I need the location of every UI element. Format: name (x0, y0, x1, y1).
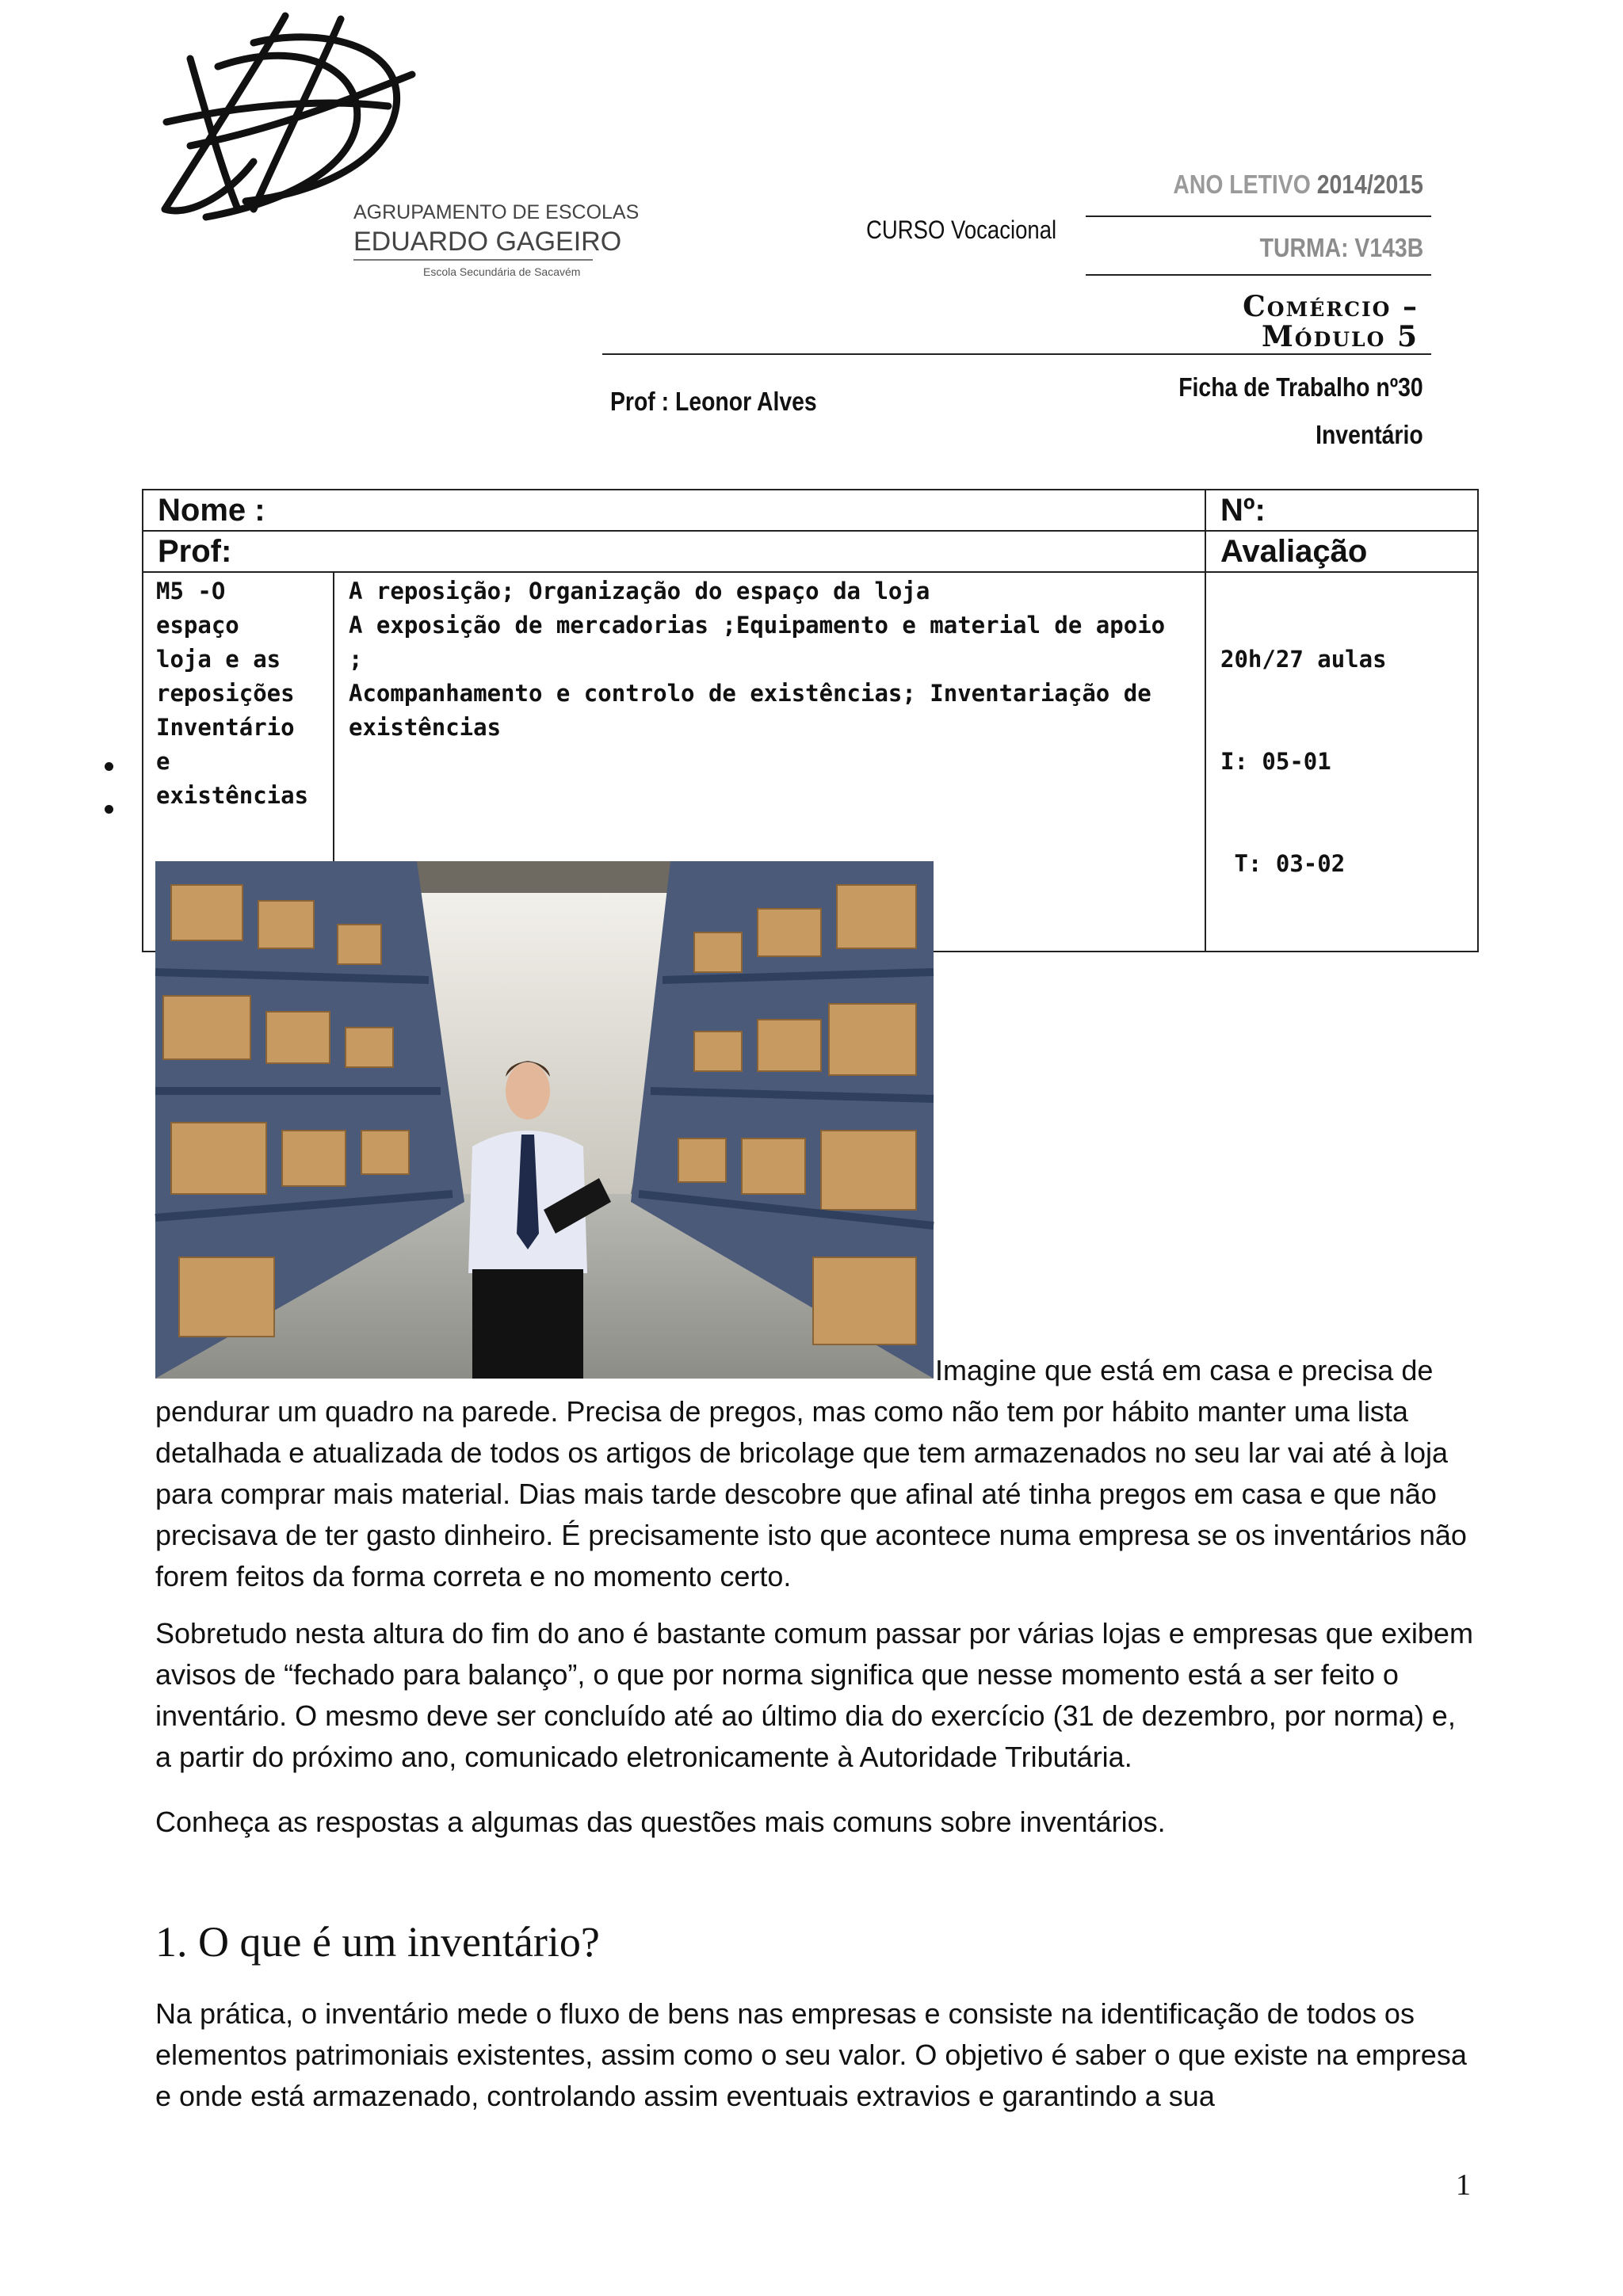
module-line: loja e as (156, 646, 281, 673)
class-label: TURMA: V143B (1259, 233, 1423, 262)
school-year (1174, 170, 1423, 200)
course-label: CURSO Vocacional (866, 215, 1057, 244)
header-rule (1086, 215, 1431, 217)
logo-text-line1: AGRUPAMENTO DE ESCOLAS (353, 201, 640, 223)
module-line: existências (156, 782, 309, 809)
logo-text-line3: Escola Secundária de Sacavém (423, 265, 581, 278)
school-year-label: ANO LETIVO (1173, 170, 1311, 199)
module-title-line2: Módulo 5 (1261, 320, 1419, 353)
worksheet-topic: Inventário (1316, 420, 1423, 449)
module-title (1243, 292, 1419, 352)
hours-line: T: 03-02 (1220, 850, 1346, 877)
paragraph-questions: Conheça as respostas a algumas das questões mais comuns sobre inventários. (155, 1806, 1166, 1838)
paragraph-definition: Na prática, o inventário mede o fluxo de bens nas empresas e consiste na identificação de todos os elementos patrimoniais existentes, assim como o seu valor. O objetivo é saber o que existe na empresa e onde está armazenado, controlando assim eventuais extravios e garantindo a sua (155, 1997, 1467, 2112)
content-line: existências (349, 714, 502, 741)
hours-line: 20h/27 aulas (1220, 646, 1387, 673)
module-title-line1: Comércio – (1243, 290, 1419, 323)
content-line: Acompanhamento e controlo de existências; Inventariação de (349, 680, 1151, 707)
module-line: M5 -O espaço (156, 578, 239, 639)
bullet-point (105, 762, 113, 771)
school-logo (158, 11, 640, 280)
header-rule (602, 353, 1431, 355)
number-field[interactable]: Nº: (1205, 490, 1478, 531)
module-line: reposições (156, 680, 295, 707)
page-number: 1 (1456, 2168, 1471, 2202)
worksheet-title: Ficha de Trabalho nº30 (1178, 372, 1423, 402)
section-heading: 1. O que é um inventário? (155, 1918, 600, 1966)
school-year-value: 2014/2015 (1316, 170, 1423, 199)
evaluation-field[interactable]: Avaliação (1205, 531, 1478, 572)
teacher-name: Prof : Leonor Alves (610, 387, 817, 416)
content-line: A reposição; Organização do espaço da loja (349, 578, 930, 605)
header-rule (1086, 274, 1431, 276)
name-field[interactable]: Nome : (143, 490, 1205, 531)
warehouse-photo (155, 861, 934, 1379)
module-line: Inventário e (156, 714, 295, 775)
intro-first-line: Imagine que está em casa e precisa de (935, 1354, 1434, 1386)
paragraph-intro: pendurar um quadro na parede. Precisa de pregos, mas como não tem por hábito manter uma lista detalhada e atualizada de todos os artigos de bricolage que tem armazenados no seu lar vai até à loja para comprar mais material. Dias mais tarde descobre que afinal até tinha pregos em casa e que não precisava de ter gasto dinheiro. É precisamente isto que acontece numa empresa se os inventários não forem feitos da forma correta e no momento certo. (155, 1395, 1467, 1592)
logo-text-line2: EDUARDO GAGEIRO (353, 227, 622, 257)
prof-field[interactable]: Prof: (143, 531, 1205, 572)
hours-line: I: 05-01 (1220, 748, 1331, 775)
hours-cell (1205, 572, 1478, 952)
paragraph-balance: Sobretudo nesta altura do fim do ano é bastante comum passar por várias lojas e empresas que exibem avisos de “fechado para balanço”, o que por norma significa que nesse momento está a ser feito o inventário. O mesmo deve ser concluído até ao último dia do exercício (31 de dezembro, por norma) e, a partir do próximo ano, comunicado eletronicamente à Autoridade Tributária. (155, 1617, 1473, 1773)
bullet-point (105, 805, 113, 814)
content-line: A exposição de mercadorias ;Equipamento e material de apoio ; (349, 612, 1166, 673)
